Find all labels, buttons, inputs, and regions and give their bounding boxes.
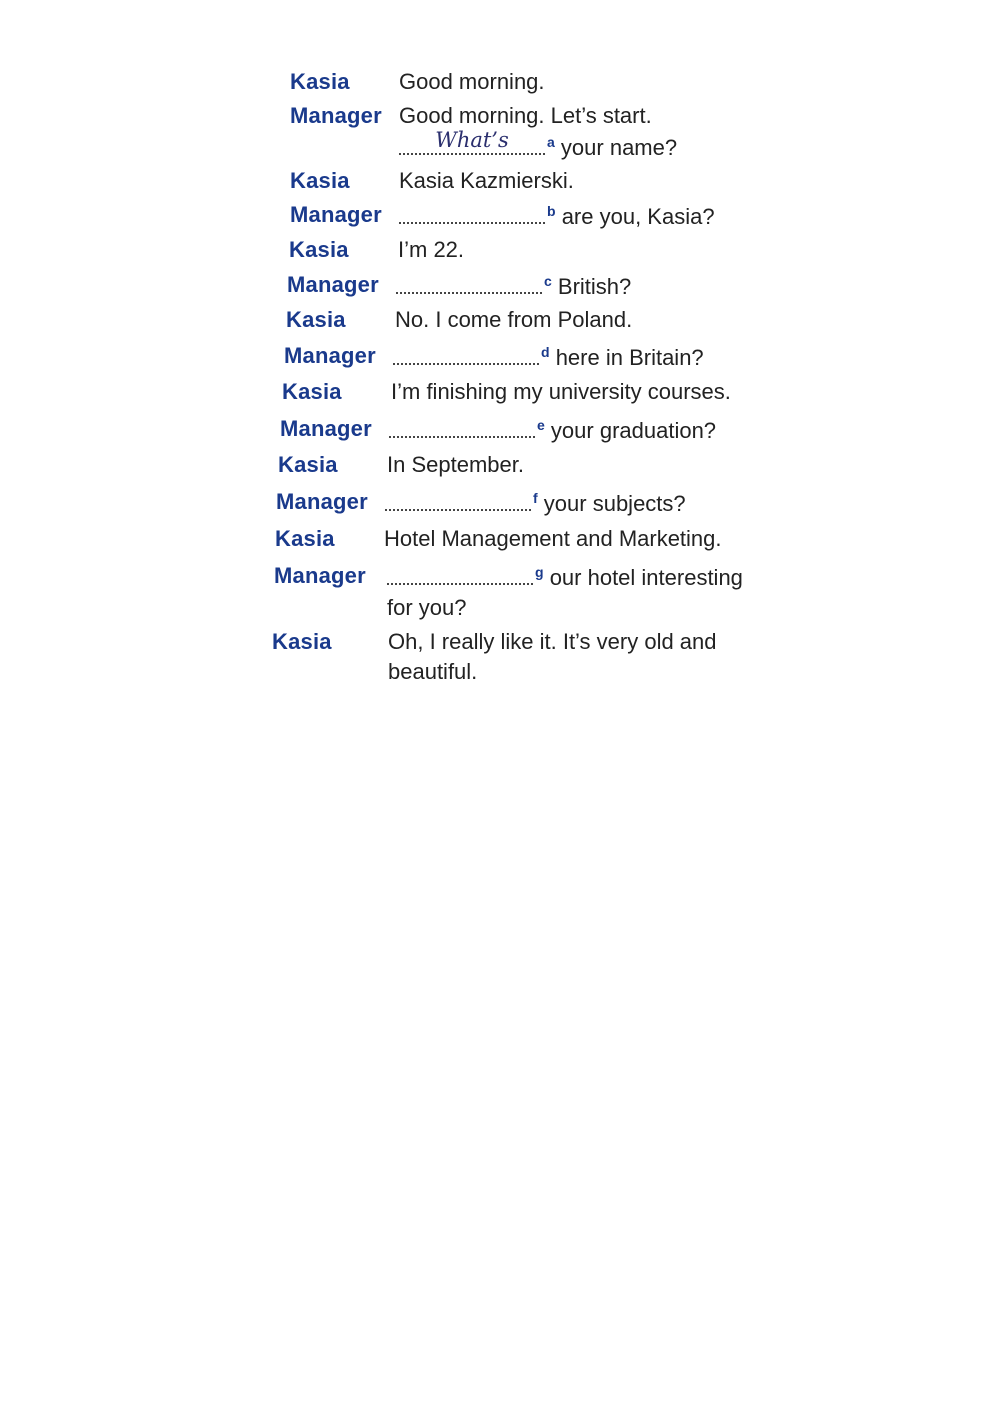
speech-text: $^e$ your graduation? xyxy=(389,414,789,446)
speech-text: $^g$ our hotel interesting for you? xyxy=(387,561,787,623)
blank-letter: d xyxy=(541,343,550,360)
speech-text: I’m finishing my university courses. xyxy=(391,379,731,404)
speaker-name: Kasia xyxy=(278,452,338,477)
speech-text: Oh, I really like it. It’s very old and beautiful. xyxy=(388,629,717,684)
speech-text: Hotel Management and Marketing. xyxy=(384,526,722,551)
speech-text: Good morning. Let’s start. What’s $^a$ your name? xyxy=(399,103,678,160)
speaker-name: Kasia xyxy=(282,379,342,404)
speech-text: In September. xyxy=(387,452,524,477)
answer-blank-a[interactable] xyxy=(399,128,545,155)
answer-blank-g[interactable] xyxy=(387,561,533,585)
blank-letter: a xyxy=(547,133,555,150)
speaker-name: Manager xyxy=(287,272,379,297)
speaker-name: Kasia xyxy=(289,237,349,262)
blank-letter: f xyxy=(533,489,538,506)
speaker-name: Kasia xyxy=(286,307,346,332)
speech-text: Good morning. xyxy=(399,69,545,94)
speech-text: $^c$ British? xyxy=(396,270,796,302)
speaker-name: Kasia xyxy=(290,168,350,193)
filled-answer: What’s xyxy=(435,128,509,152)
speaker-name: Manager xyxy=(280,416,372,441)
blank-letter: c xyxy=(544,272,552,289)
blank-letter: e xyxy=(537,416,545,433)
speaker-name: Manager xyxy=(290,103,382,128)
speaker-name: Kasia xyxy=(272,629,332,654)
blank-letter: g xyxy=(535,563,544,580)
speech-text: $^b$ are you, Kasia? xyxy=(399,200,799,232)
speaker-name: Manager xyxy=(290,202,382,227)
speaker-name: Kasia xyxy=(290,69,350,94)
speech-text: $^f$ your subjects? xyxy=(385,487,785,519)
speaker-name: Manager xyxy=(274,563,366,588)
speech-text: $^d$ here in Britain? xyxy=(393,341,793,373)
answer-blank-f[interactable] xyxy=(385,487,531,511)
speech-text: Kasia Kazmierski. xyxy=(399,168,574,193)
answer-blank-c[interactable] xyxy=(396,270,542,294)
speaker-name: Manager xyxy=(284,343,376,368)
speaker-name: Kasia xyxy=(275,526,335,551)
blank-letter: b xyxy=(547,202,556,219)
answer-blank-b[interactable] xyxy=(399,200,545,224)
speech-text: I’m 22. xyxy=(398,237,465,262)
answer-blank-d[interactable] xyxy=(393,341,539,365)
answer-blank-e[interactable] xyxy=(389,414,535,438)
speech-text: No. I come from Poland. xyxy=(395,307,633,332)
speaker-name: Manager xyxy=(276,489,368,514)
